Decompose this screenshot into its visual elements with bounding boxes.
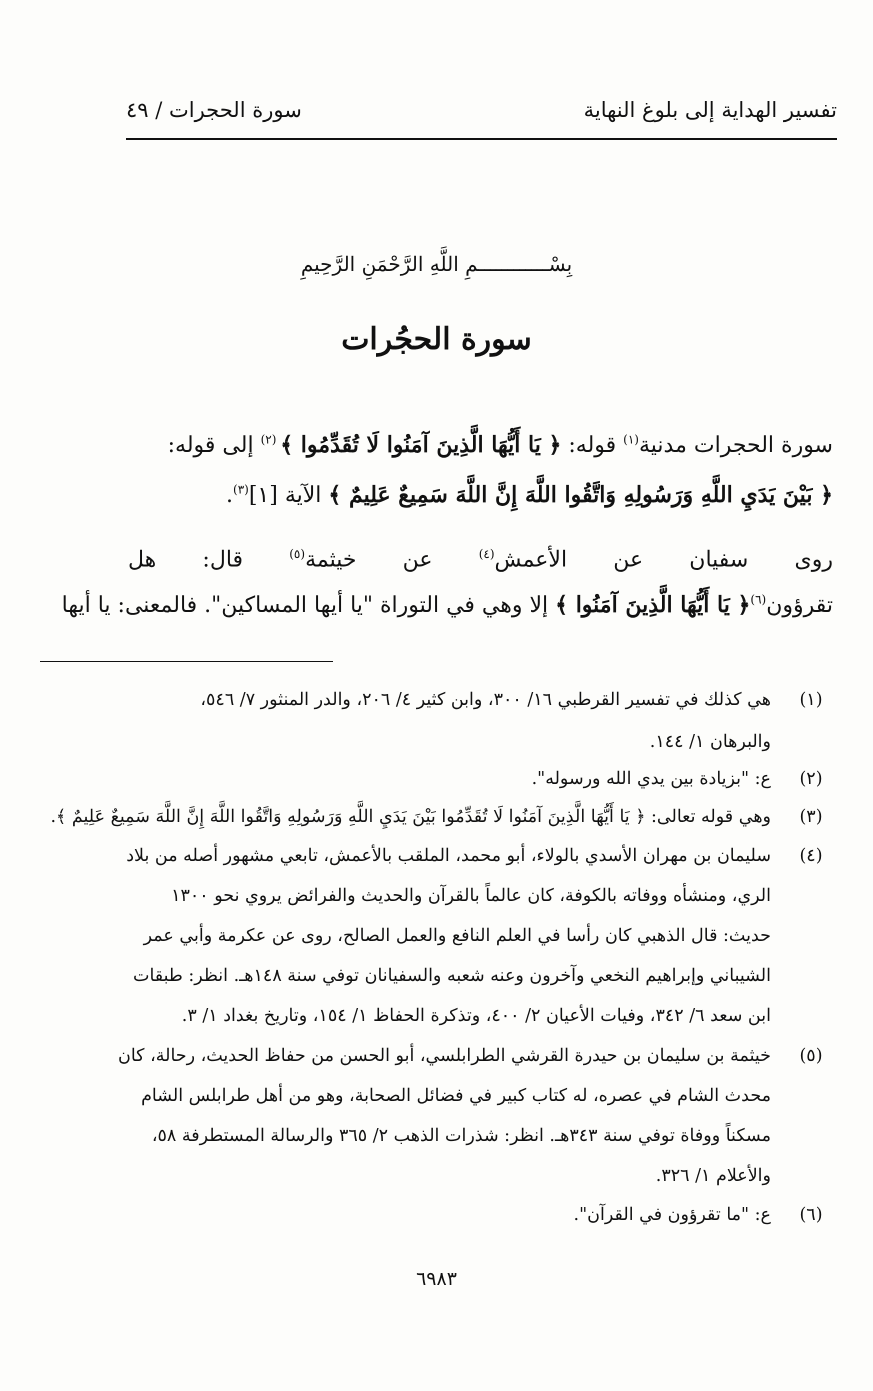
- quran-verse: ﴿ يَا أَيُّهَا الَّذِينَ آمَنُوا لَا تُقَدِّمُوا ﴾: [280, 432, 562, 458]
- footnote-text: وهي قوله تعالى: ﴿ يَا أَيُّهَا الَّذِينَ آمَنُوا لَا تُقَدِّمُوا بَيْنَ يَدَيِ اللَّهِ وَرَسُولِهِ وَاتَّقُوا اللَّهَ إِنَّ اللَّهَ سَمِيعٌ عَلِيمٌ ﴾.: [50, 807, 771, 827]
- body-text: تقرؤون: [766, 593, 833, 618]
- running-header-surah-page: سورة الحجرات / ٤٩: [126, 98, 302, 122]
- footnote-text: الشيباني وإبراهيم النخعي وآخرون وعنه شعبه والسفيانان توفي سنة ١٤٨هـ. انظر: طبقات: [132, 966, 771, 986]
- footnote-ref: (٤): [478, 547, 495, 561]
- footnote-text: مسكناً ووفاة توفي سنة ٣٤٣هـ. انظر: شذرات الذهب ٢/ ٣٦٥ والرسالة المستطرفة ٥٨،: [151, 1126, 771, 1146]
- body-text: قوله:: [561, 433, 624, 458]
- body-text: إلى قوله:: [167, 433, 261, 458]
- body-text: عن خيثمة: [305, 547, 479, 573]
- footnote-text: محدث الشام في عصره، له كتاب كبير في فضائل الصحابة، وهو من أهل طرابلس الشام: [141, 1086, 771, 1106]
- footnote-text: حديث: قال الذهبي كان رأسا في العلم النافع والعمل الصالح، روى عن عكرمة وأبي عمر: [143, 926, 771, 946]
- basmala: بِسْــــــــــــمِ اللَّهِ الرَّحْمَنِ الرَّحِيمِ: [300, 252, 573, 276]
- footnote-text: ع: "ما تقرؤون في القرآن".: [573, 1205, 771, 1225]
- footnote-ref: (٥): [289, 547, 306, 561]
- header-rule: [126, 138, 837, 140]
- running-header-book-title: تفسير الهداية إلى بلوغ النهاية: [583, 98, 837, 122]
- footnote-text: والبرهان ١/ ١٤٤.: [649, 732, 771, 752]
- footnote-ref: (٣): [233, 482, 249, 497]
- footnote-separator: [40, 661, 333, 662]
- footnote-text: والأعلام ١/ ٣٢٦.: [655, 1166, 771, 1186]
- footnote-text: الري، ومنشأه ووفاته بالكوفة، كان عالماً بالقرآن والحديث والفرائض يروي نحو ١٣٠٠: [171, 886, 771, 906]
- footnote-text: سليمان بن مهران الأسدي بالولاء، أبو محمد، الملقب بالأعمش، تابعي مشهور أصله من بلاد: [126, 846, 771, 866]
- body-line-3: [128, 547, 833, 572]
- footnote-number: (٦): [799, 1205, 823, 1225]
- footnote-ref: (٢): [260, 432, 281, 447]
- footnote-text: ع: "بزيادة بين يدي الله ورسوله".: [531, 769, 771, 789]
- body-text: روى سفيان عن الأعمش: [494, 547, 833, 573]
- footnote-number: (٣): [799, 807, 823, 827]
- body-text: إلا وهي في التوراة "يا أيها المساكين". فالمعنى: يا أيها: [61, 593, 556, 618]
- body-text: .: [226, 483, 233, 508]
- footnote-ref: (١): [623, 432, 639, 447]
- footnote-number: (٥): [799, 1046, 823, 1066]
- quran-verse: ﴿ يَا أَيُّهَا الَّذِينَ آمَنُوا ﴾: [555, 592, 751, 618]
- footnote-text: خيثمة بن سليمان بن حيدرة القرشي الطرابلسي، أبو الحسن من حفاظ الحديث، رحالة، كان: [118, 1046, 771, 1066]
- quran-verse: ﴿ بَيْنَ يَدَيِ اللَّهِ وَرَسُولِهِ وَاتَّقُوا اللَّهَ إِنَّ اللَّهَ سَمِيعٌ عَلِيمٌ ﴾: [328, 482, 833, 508]
- body-text: سورة الحجرات مدنية: [638, 433, 833, 458]
- footnote-number: (٢): [799, 769, 823, 789]
- body-text: قال: هل: [128, 547, 290, 573]
- footnote-number: (٤): [799, 846, 823, 866]
- body-line-2: [128, 482, 833, 508]
- surah-title: سورة الحجُرات: [341, 322, 532, 357]
- body-line-1: [128, 432, 833, 458]
- footnote-text: هي كذلك في تفسير القرطبي ١٦/ ٣٠٠، وابن كثير ٤/ ٢٠٦، والدر المنثور ٧/ ٥٤٦،: [200, 690, 771, 710]
- page-number: ٦٩٨٣: [416, 1268, 457, 1290]
- footnote-number: (١): [799, 690, 823, 710]
- footnote-text: ابن سعد ٦/ ٣٤٢، وفيات الأعيان ٢/ ٤٠٠، وتذكرة الحفاظ ١/ ١٥٤، وتاريخ بغداد ١/ ٣.: [181, 1006, 771, 1026]
- footnote-ref: (٦): [750, 592, 767, 607]
- body-text: الآية [١]: [248, 483, 329, 508]
- body-line-4: [61, 592, 833, 618]
